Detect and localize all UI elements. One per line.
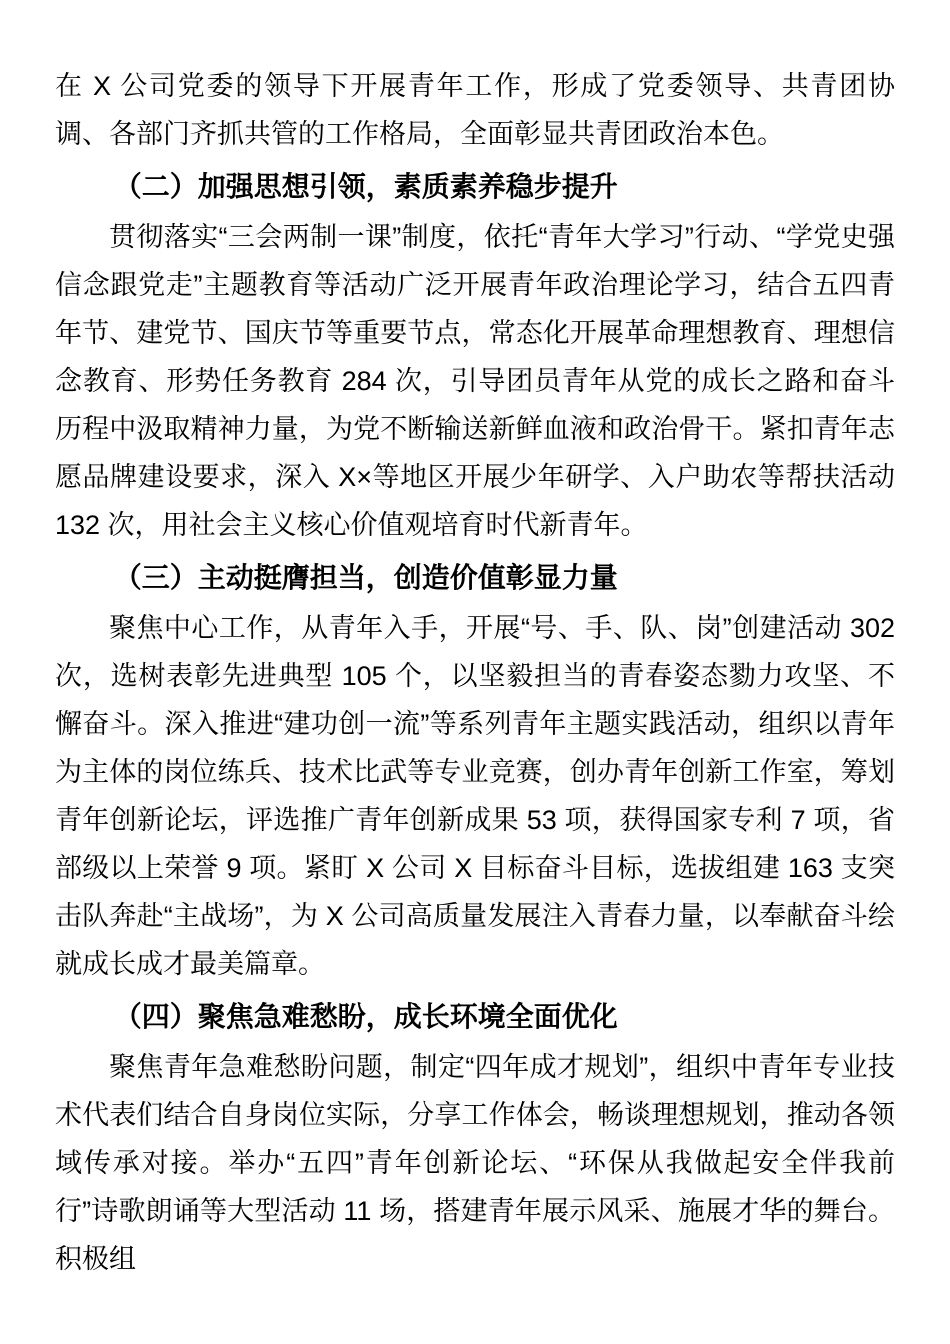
section-heading-4: （四）聚焦急难愁盼，成长环境全面优化 <box>113 1001 618 1032</box>
body-paragraph-section-2: 贯彻落实“三会两制一课”制度，依托“青年大学习”行动、“学党史强信念跟党走”主题教育等活动广泛开展青年政治理论学习，结合五四青年节、建党节、国庆节等重要节点，常态化开展革命理想教育、理想信念教育、形势任务教育 284 次，引导团员青年从党的成长之路和奋斗历程中汲取精神力量，为党不断输送新鲜血液和政治骨干。紧扣青年志愿品牌建设要求，深入 X×等地区开展少年研学、入户助农等帮扶活动 132 次，用社会主义核心价值观培育时代新青年。 <box>55 222 895 540</box>
body-paragraph-section-3: 聚焦中心工作，从青年入手，开展“号、手、队、岗”创建活动 302 次，选树表彰先进典型 105 个，以坚毅担当的青春姿态勠力攻坚、不懈奋斗。深入推进“建功创一流”等系列青年主题实践活动，组织以青年为主体的岗位练兵、技术比武等专业竞赛，创办青年创新工作室，筹划青年创新论坛，评选推广青年创新成果 53 项，获得国家专利 7 项，省部级以上荣誉 9 项。紧盯 X 公司 X 目标奋斗目标，选拔组建 163 支突击队奔赴“主战场”，为 X 公司高质量发展注入青春力量，以奉献奋斗绘就成长成才最美篇章。 <box>55 613 895 979</box>
section-heading-2: （二）加强思想引领，素质素养稳步提升 <box>113 171 618 202</box>
body-paragraph-continuation: 在 X 公司党委的领导下开展青年工作，形成了党委领导、共青团协调、各部门齐抓共管的工作格局，全面彰显共青团政治本色。 <box>55 71 895 149</box>
body-paragraph-section-4: 聚焦青年急难愁盼问题，制定“四年成才规划”，组织中青年专业技术代表们结合自身岗位实际，分享工作体会，畅谈理想规划，推动各领域传承对接。举办“五四”青年创新论坛、“环保从我做起安全伴我前行”诗歌朗诵等大型活动 11 场，搭建青年展示风采、施展才华的舞台。积极组 <box>55 1052 895 1274</box>
section-heading-3: （三）主动挺膺担当，创造价值彰显力量 <box>113 562 618 593</box>
